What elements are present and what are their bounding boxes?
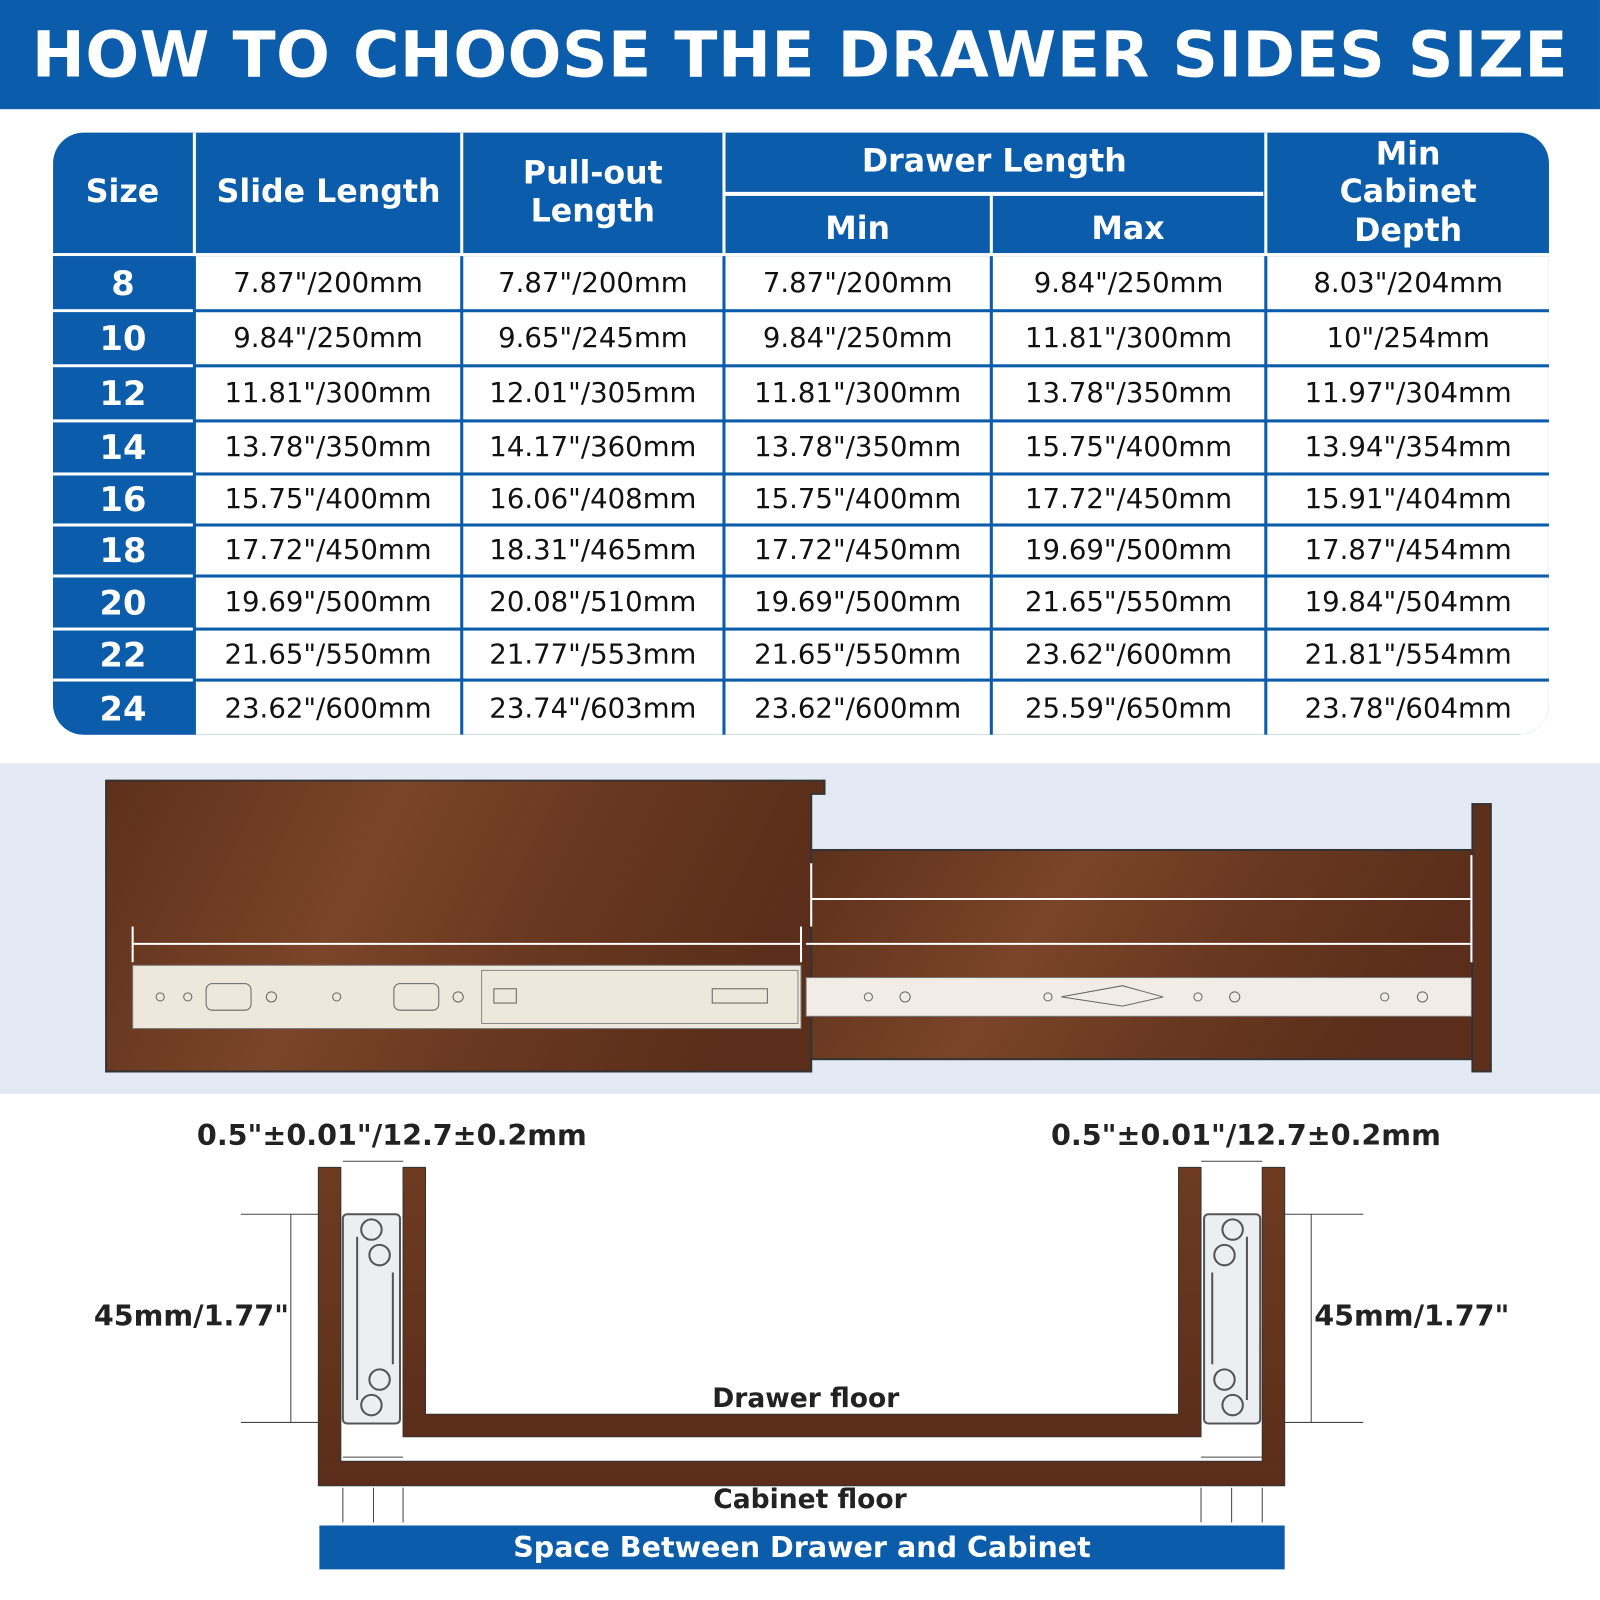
size-cell: 16: [53, 476, 193, 524]
table-cell: 19.69"/500mm: [196, 578, 460, 628]
header-min: Min: [825, 210, 891, 248]
table-cell: 17.72"/450mm: [726, 527, 990, 575]
table-cell: 11.97"/304mm: [1267, 367, 1549, 419]
table-cell: 13.94"/354mm: [1267, 422, 1549, 472]
table-cell: 21.65"/550mm: [726, 631, 990, 679]
divider: [1264, 133, 1267, 253]
table-cell: 9.84"/250mm: [196, 312, 460, 364]
table-cell: 11.81"/300mm: [726, 367, 990, 419]
table-cell: 21.81"/554mm: [1267, 631, 1549, 679]
table-cell: 13.78"/350mm: [196, 422, 460, 472]
table-cell: 11.81"/300mm: [993, 312, 1264, 364]
slide-extension-diagram: [0, 763, 1600, 1094]
divider: [722, 133, 725, 253]
table-cell: 17.72"/450mm: [993, 476, 1264, 524]
table-cell: 7.87"/200mm: [726, 256, 990, 309]
table-cell: 9.65"/245mm: [463, 312, 722, 364]
size-cell: 8: [53, 256, 193, 309]
table-cell: 14.17"/360mm: [463, 422, 722, 472]
table-cell: 15.75"/400mm: [993, 422, 1264, 472]
drawer-front: [1472, 804, 1490, 1071]
size-cell: 18: [53, 527, 193, 575]
table-cell: 23.62"/600mm: [726, 682, 990, 735]
table-cell: 15.75"/400mm: [726, 476, 990, 524]
header-banner: [0, 0, 1600, 109]
table-cell: 7.87"/200mm: [463, 256, 722, 309]
size-cell: 20: [53, 578, 193, 628]
table-cell: 25.59"/650mm: [993, 682, 1264, 735]
drawer-floor-label: Drawer floor: [712, 1383, 900, 1415]
header-pullout-length: Pull-out Length: [522, 154, 663, 230]
header-size: Size: [85, 173, 160, 211]
gap-label-right: 0.5"±0.01"/12.7±0.2mm: [1051, 1118, 1441, 1153]
size-cell: 10: [53, 312, 193, 364]
divider: [460, 133, 463, 253]
table-cell: 12.01"/305mm: [463, 367, 722, 419]
table-cell: 11.81"/300mm: [196, 367, 460, 419]
outer-rail: [133, 965, 801, 1028]
table-cell: 23.78"/604mm: [1267, 682, 1549, 735]
table-cell: 8.03"/204mm: [1267, 256, 1549, 309]
gap-label-left: 0.5"±0.01"/12.7±0.2mm: [196, 1118, 587, 1153]
size-cell: 24: [53, 682, 193, 735]
drawer-slide-illustration: [0, 763, 1600, 1094]
table-cell: 19.69"/500mm: [726, 578, 990, 628]
size-cell: 12: [53, 367, 193, 419]
inner-rail: [806, 978, 1471, 1017]
drawer-side: [811, 850, 1474, 1059]
table-cell: 9.84"/250mm: [993, 256, 1264, 309]
table-cell: 19.69"/500mm: [993, 527, 1264, 575]
left-slide: [343, 1214, 400, 1423]
header-min-cabinet-depth: Min Cabinet Depth: [1339, 135, 1477, 249]
height-label-right: 45mm/1.77": [1314, 1298, 1510, 1333]
divider: [990, 196, 993, 253]
table-cell: 7.87"/200mm: [196, 256, 460, 309]
table-cell: 19.84"/504mm: [1267, 578, 1549, 628]
divider: [193, 133, 196, 253]
header-slide-length: Slide Length: [216, 173, 441, 211]
table-cell: 15.75"/400mm: [196, 476, 460, 524]
space-banner: Space Between Drawer and Cabinet: [319, 1525, 1284, 1569]
table-cell: 21.65"/550mm: [993, 578, 1264, 628]
table-cell: 23.62"/600mm: [993, 631, 1264, 679]
table-cell: 17.72"/450mm: [196, 527, 460, 575]
size-table: [53, 133, 1549, 735]
size-cell: 14: [53, 422, 193, 472]
height-label-left: 45mm/1.77": [93, 1298, 289, 1333]
table-cell: 9.84"/250mm: [726, 312, 990, 364]
cabinet-body: [318, 1167, 1284, 1485]
header-max: Max: [1091, 210, 1165, 248]
page-title: HOW TO CHOOSE THE DRAWER SIDES SIZE: [31, 17, 1569, 92]
table-cell: 13.78"/350mm: [726, 422, 990, 472]
header-drawer-length: Drawer Length: [861, 143, 1127, 181]
table-cell: 20.08"/510mm: [463, 578, 722, 628]
table-cell: 23.74"/603mm: [463, 682, 722, 735]
table-cell: 21.65"/550mm: [196, 631, 460, 679]
table-cell: 23.62"/600mm: [196, 682, 460, 735]
cabinet-floor-label: Cabinet floor: [713, 1484, 907, 1516]
table-cell: 10"/254mm: [1267, 312, 1549, 364]
table-cell: 21.77"/553mm: [463, 631, 722, 679]
table-cell: 18.31"/465mm: [463, 527, 722, 575]
table-cell: 13.78"/350mm: [993, 367, 1264, 419]
table-cell: 15.91"/404mm: [1267, 476, 1549, 524]
size-cell: 22: [53, 631, 193, 679]
table-cell: 16.06"/408mm: [463, 476, 722, 524]
table-cell: 17.87"/454mm: [1267, 527, 1549, 575]
